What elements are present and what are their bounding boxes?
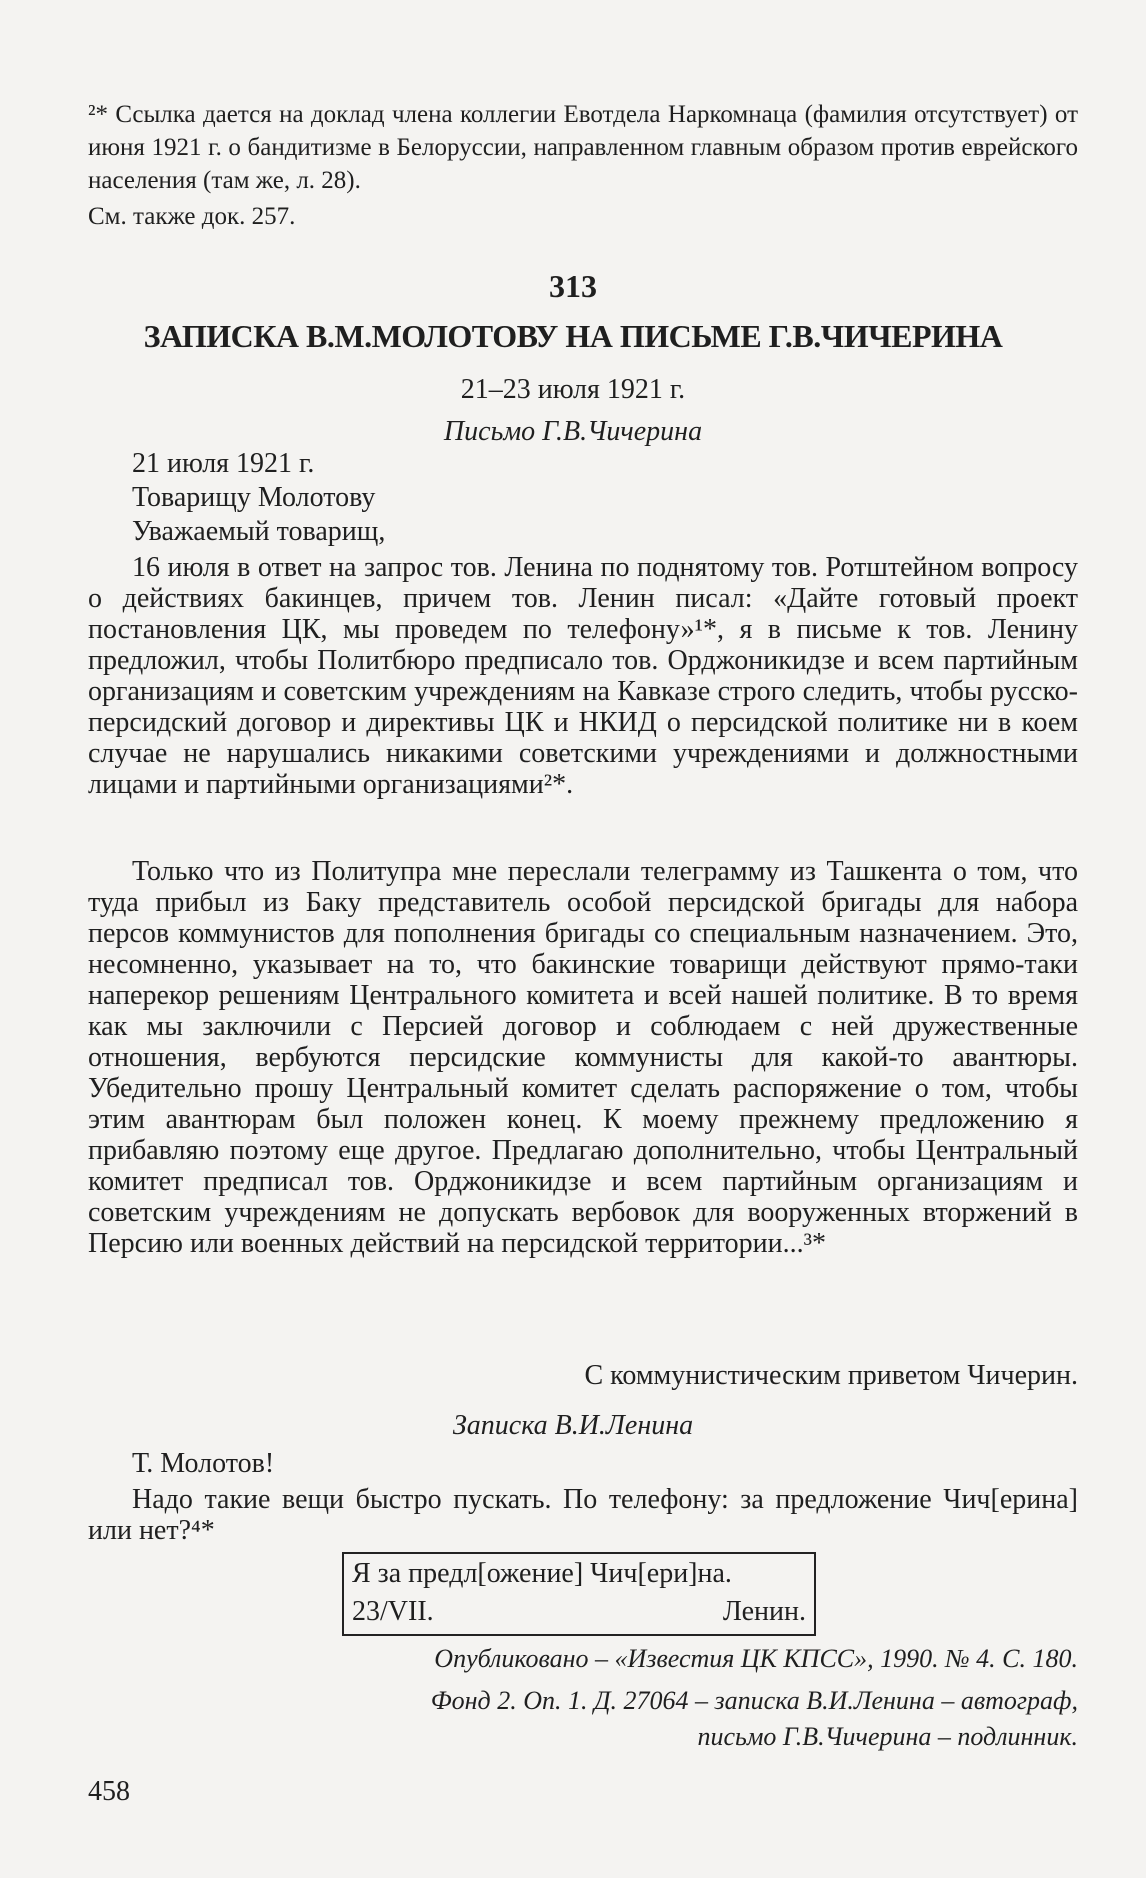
note-addressee: Т. Молотов! <box>132 1448 275 1479</box>
source-published: Опубликовано – «Известия ЦК КПСС», 1990. № 4. С. 180. <box>434 1644 1078 1673</box>
letter-date: 21 июля 1921 г. <box>132 448 315 479</box>
reply-date: 23/VII. <box>352 1596 434 1627</box>
letter-heading: Письмо Г.В.Чичерина <box>443 416 703 447</box>
letter-paragraph-1: 16 июля в ответ на запрос тов. Ленина по поднятому тов. Ротштейном вопросу о действиях бакинцев, причем тов. Ленин писал: «Дайте готовый проект постановления ЦК, мы проведем по телефону»¹*, я в письме к тов. Ленину предложил, чтобы Политбюро предписало тов. Орджоникидзе и всем партийным организациям и советским учреждениям на Кавказе строго следить, чтобы русско-персидский договор и директивы ЦК и НКИД о персидской политике ни в коем случае не нарушались никакими советскими учреждениями и должностными лицами и партийными организациями²*. <box>88 552 1078 800</box>
note-heading: Записка В.И.Ленина <box>452 1410 694 1441</box>
letter-greeting: Уважаемый товарищ, <box>132 516 386 547</box>
source-fond: Фонд 2. Оп. 1. Д. 27064 – записка В.И.Ленина – автограф, <box>430 1686 1078 1715</box>
reply-line: Я за предл[ожение] Чич[ери]на. <box>352 1558 732 1589</box>
reply-box <box>342 1552 816 1636</box>
source-fond-continued: письмо Г.В.Чичерина – подлинник. <box>697 1722 1078 1751</box>
letter-signature: С коммунистическим приветом Чичерин. <box>584 1360 1078 1391</box>
see-also-reference: См. также док. 257. <box>88 203 296 230</box>
letter-addressee: Товарищу Молотову <box>132 482 376 513</box>
page-number: 458 <box>88 1776 130 1807</box>
document-date: 21–23 июля 1921 г. <box>460 374 686 405</box>
note-text: Надо такие вещи быстро пускать. По телефону: за предложение Чич[ерина] или нет?⁴* <box>88 1484 1078 1546</box>
document-title: ЗАПИСКА В.М.МОЛОТОВУ НА ПИСЬМЕ Г.В.ЧИЧЕРИНА <box>143 318 1003 354</box>
document-number: 313 <box>549 268 597 304</box>
footnote-text: ²* Ссылка дается на доклад члена коллегии Евотдела Наркомнаца (фамилия отсутствует) от июня 1921 г. о бандитизме в Белоруссии, направленном главным образом против еврейского населения (там же, л. 28). <box>88 101 1078 194</box>
reply-signature: Ленин. <box>722 1596 806 1627</box>
letter-paragraph-2: Только что из Политупра мне переслали телеграмму из Ташкента о том, что туда прибыл из Баку представитель особой персидской бригады для набора персов коммунистов для пополнения бригады со специальным назначением. Это, несомненно, указывает на то, что бакинские товарищи действуют прямо-таки наперекор решениям Центрального комитета и всей нашей политике. В то время как мы заключили с Персией договор и соблюдаем с ней дружественные отношения, вербуются персидские коммунисты для какой-то авантюры. Убедительно прошу Центральный комитет сделать распоряжение о том, чтобы этим авантюрам был положен конец. К моему прежнему предложению я прибавляю поэтому еще другое. Предлагаю дополнительно, чтобы Центральный комитет предписал тов. Орджоникидзе и всем партийным организациям и советским учреждениям не допускать вербовок для вооруженных вторжений в Персию или военных действий на персидской территории...³* <box>88 856 1078 1259</box>
